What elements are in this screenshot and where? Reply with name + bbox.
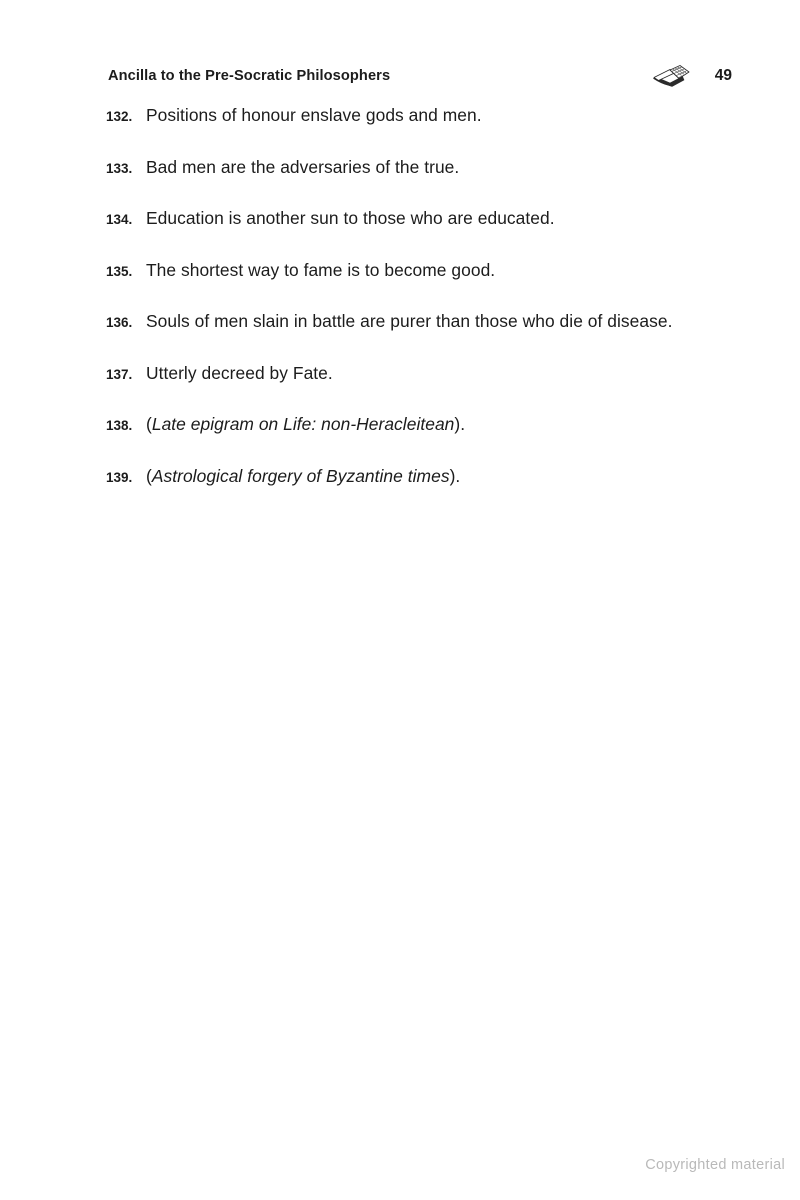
fragment-item-133 [106,155,746,181]
fragment-number: 137. [106,366,133,382]
fragment-number: 136. [106,315,133,330]
fragment-number: 138. [106,418,133,433]
fragment-text: (Astrological forgery of Byzantine times). [146,465,461,486]
fragment-item-137 [106,361,746,387]
running-title: Ancilla to the Pre-Socratic Philosophers [108,68,391,84]
fragment-list [106,103,746,515]
fragment-text: (Late epigram on Life: non-Heracleitean). [146,414,466,434]
fragment-item-139 [106,464,746,490]
fragment-item-138 [106,412,746,438]
fragment-item-135 [106,258,746,284]
fragment-item-132 [106,103,746,129]
copyright-watermark: Copyrighted material [645,1157,785,1173]
fragment-text: Utterly decreed by Fate. [146,362,333,383]
fragment-text: Souls of men slain in battle are purer than those who die of disease. [146,311,673,331]
fragment-text: Education is another sun to those who are educated. [146,208,555,228]
fragment-item-136 [106,309,746,335]
fragment-text: Positions of honour enslave gods and men. [146,105,482,125]
fragment-item-134 [106,206,746,232]
fragment-number: 134. [106,212,133,227]
fragment-number: 135. [106,263,133,279]
fragment-number: 139. [106,469,133,485]
header-right [648,61,732,91]
fragment-text: Bad men are the adversaries of the true. [146,156,460,177]
open-book-icon [648,61,694,91]
fragment-number: 132. [106,109,133,124]
page-header [108,61,732,91]
fragment-text: The shortest way to fame is to become good. [146,259,496,280]
fragment-number: 133. [106,160,133,176]
page-number: 49 [714,67,732,84]
